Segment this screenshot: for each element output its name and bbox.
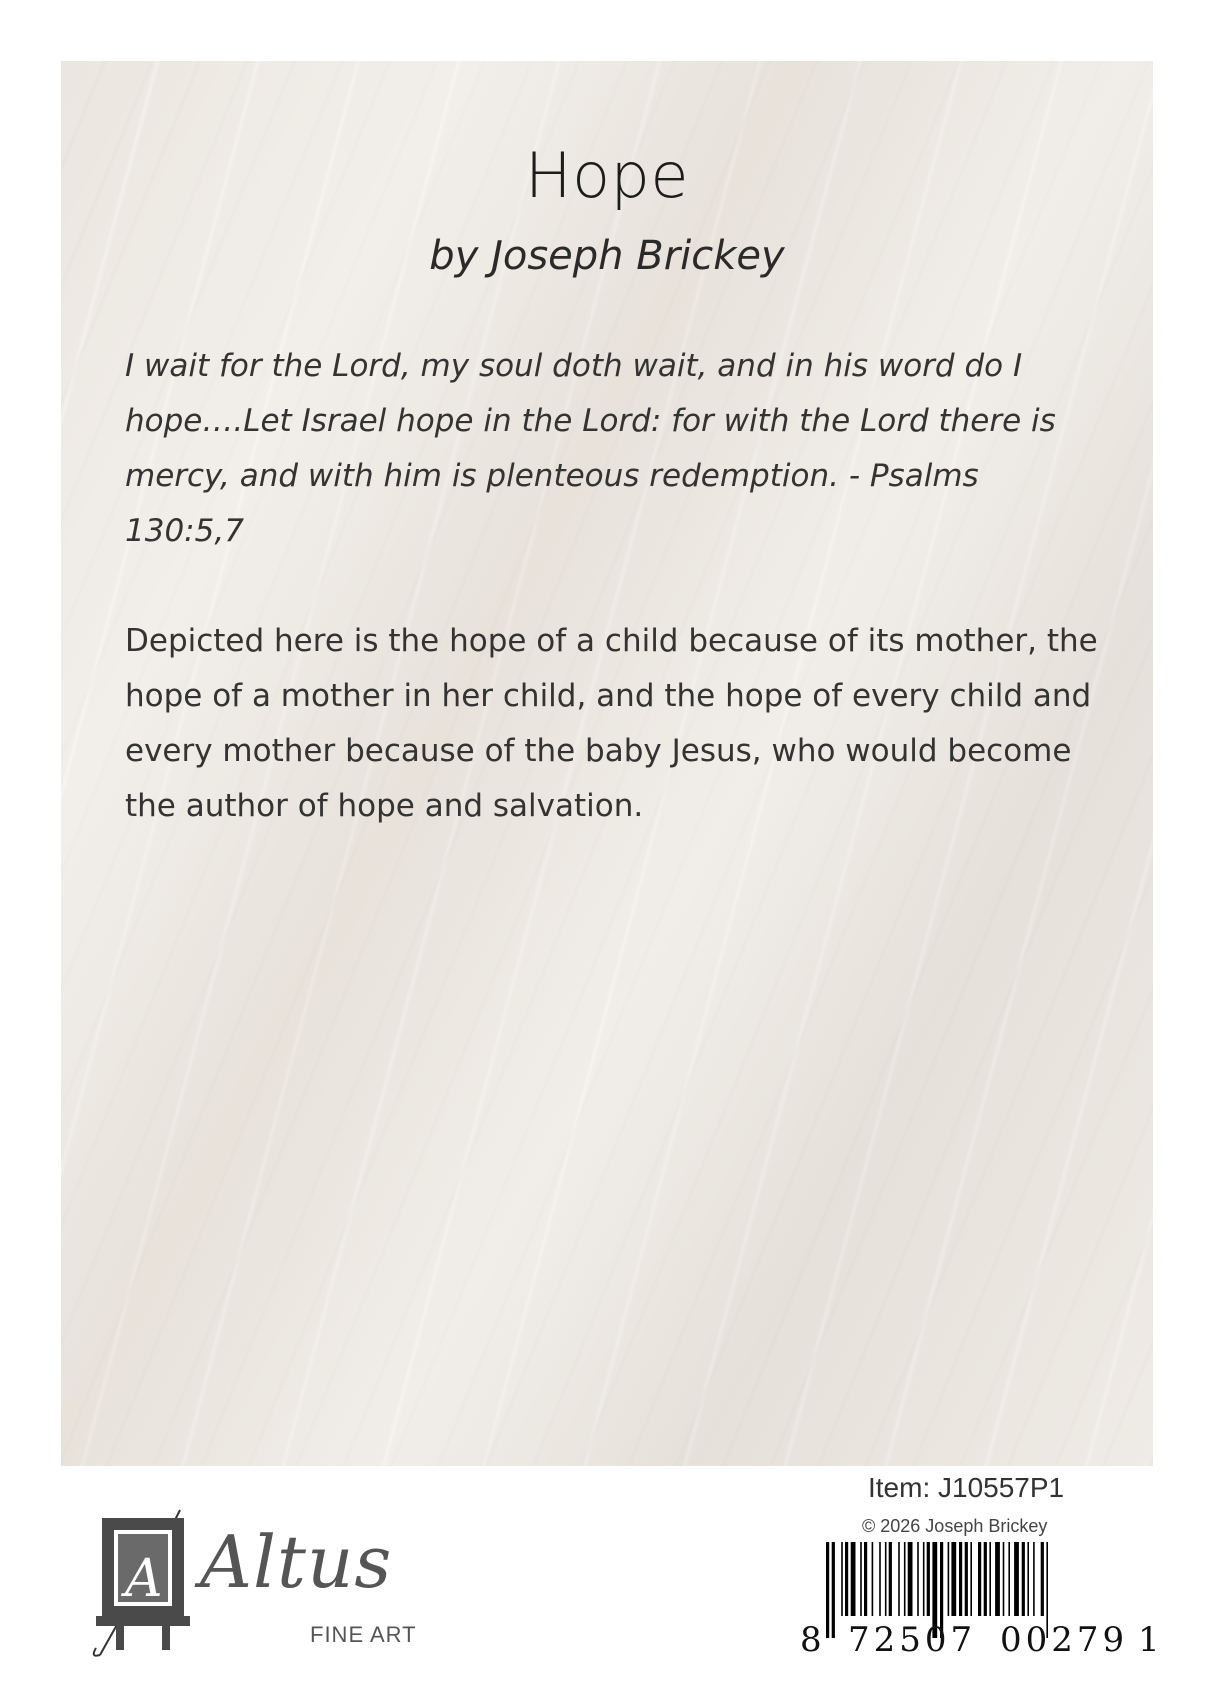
- barcode-bar: [889, 1542, 892, 1616]
- barcode-digits-right: 00279: [1000, 1620, 1129, 1660]
- logo-subtitle: FINE ART: [310, 1622, 417, 1647]
- barcode-bar: [970, 1542, 972, 1616]
- barcode-bar: [1008, 1542, 1010, 1616]
- barcode-bar: [904, 1542, 906, 1616]
- barcode-bar: [917, 1542, 919, 1616]
- barcode-bar: [1022, 1542, 1025, 1616]
- barcode-bar: [1033, 1542, 1035, 1616]
- barcode-bar: [1041, 1542, 1044, 1616]
- logo-letter: A: [125, 1549, 163, 1609]
- barcode-bar: [872, 1542, 874, 1616]
- barcode-digits-left: 72507: [848, 1620, 977, 1660]
- barcode-bar: [860, 1542, 862, 1616]
- barcode-bar: [951, 1542, 956, 1616]
- barcode-bar: [851, 1542, 856, 1616]
- barcode-bar: [864, 1542, 867, 1616]
- barcode-bar: [908, 1542, 913, 1616]
- barcode-bar: [1027, 1542, 1029, 1616]
- barcode-digit-first: 8: [800, 1620, 822, 1660]
- barcode-bar: [841, 1542, 843, 1616]
- barcode-bar: [965, 1542, 968, 1616]
- barcode-bar: [826, 1542, 829, 1638]
- marble-card: [61, 61, 1153, 1466]
- barcode-bar: [898, 1542, 900, 1616]
- artwork-title: Hope: [524, 139, 690, 212]
- barcode-bar: [923, 1542, 925, 1616]
- barcode-bar: [995, 1542, 1000, 1616]
- barcode-bar: [948, 1542, 950, 1616]
- item-number: Item: J10557P1: [868, 1472, 1065, 1503]
- barcode-bar: [959, 1542, 962, 1616]
- barcode-bar: [845, 1542, 848, 1616]
- barcode-bar: [1014, 1542, 1019, 1616]
- scripture-quote: I wait for the Lord, my soul doth wait, and in his word do I hope….Let Israel hope in the Lord: for with the Lord there is mercy, and with him is plenteous redemption. - Psalms 130:5,7: [125, 348, 1056, 549]
- barcode-digit-check: 1: [1138, 1620, 1160, 1660]
- artist-byline: by Joseph Brickey: [429, 233, 785, 279]
- barcode-bar: [885, 1542, 887, 1616]
- barcode-bar: [989, 1542, 991, 1616]
- barcode-bar: [927, 1542, 930, 1616]
- copyright-notice: © 2026 Joseph Brickey: [862, 1516, 1048, 1536]
- barcode-bar: [978, 1542, 981, 1616]
- barcode-bar: [984, 1542, 987, 1616]
- artwork-description: Depicted here is the hope of a child because of its mother, the hope of a mother in her child, and the hope of every child and every mother because of the baby Jesus, who would become the author of hope and salvation.: [125, 623, 1098, 824]
- barcode-bar: [879, 1542, 881, 1616]
- barcode-bar: [1003, 1542, 1005, 1616]
- logo-wordmark: Altus: [200, 1520, 393, 1604]
- barcode-bar: [832, 1542, 835, 1638]
